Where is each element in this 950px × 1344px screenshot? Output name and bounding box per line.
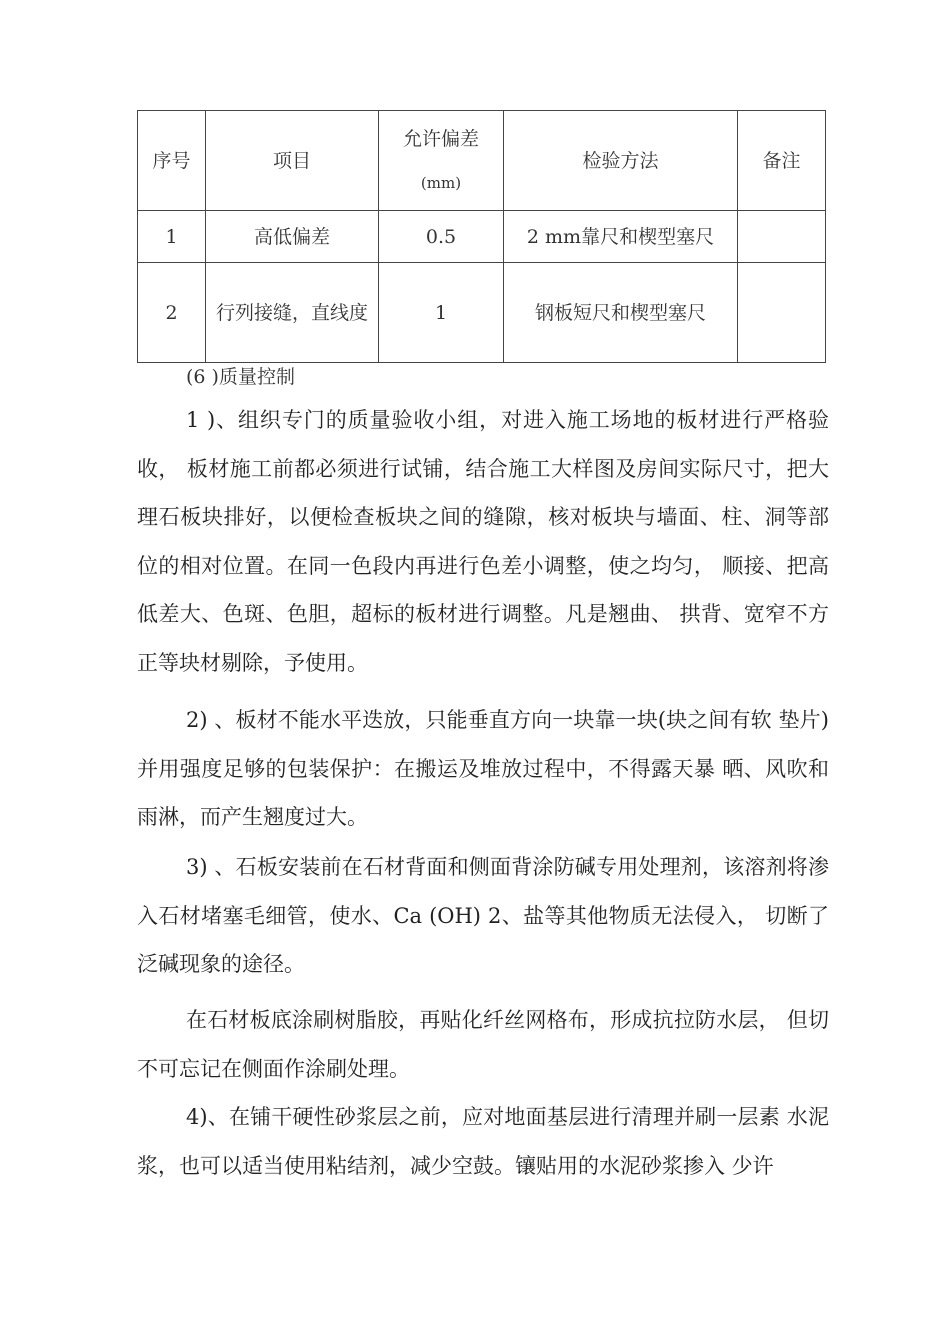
section-heading: (6 )质量控制 bbox=[186, 366, 295, 388]
paragraph-4: 在石材板底涂刷树脂胶，再贴化纤丝网格布，形成抗拉防水层， 但切不可忘记在侧面作涂刷处理。 bbox=[137, 1008, 829, 1081]
row-item: 高低偏差 bbox=[206, 211, 379, 263]
header-remarks: 备注 bbox=[738, 111, 826, 211]
row-tolerance: 1 bbox=[379, 263, 504, 363]
row-remarks bbox=[738, 211, 826, 263]
row-seq: 2 bbox=[138, 263, 206, 363]
paragraph-1: 1 )、组织专门的质量验收小组，对进入施工场地的板材进行严格验收， 板材施工前都必须进行试铺，结合施工大样图及房间实际尺寸，把大 理石板块排好，以便检查板块之间的缝隙，核对板块与墙面、柱、洞等部位的相对位置。在同一色段内再进行色差小调整，使之均匀， 顺接、把高低差大、色斑、色胆，超标的板材进行调整。凡是翘曲、 拱背、宽窄不方正等块材剔除，予使用。 bbox=[137, 408, 829, 675]
tolerance-table bbox=[137, 110, 826, 363]
row-method: 钢板短尺和楔型塞尺 bbox=[504, 263, 738, 363]
paragraph-2: 2) 、板材不能水平迭放，只能垂直方向一块靠一块(块之间有软 垫片)并用强度足够的包装保护：在搬运及堆放过程中，不得露天暴 晒、风吹和雨淋，而产生翘度过大。 bbox=[137, 708, 829, 829]
header-tolerance bbox=[379, 111, 504, 211]
row-seq: 1 bbox=[138, 211, 206, 263]
table-header-row bbox=[138, 111, 826, 211]
row-item: 行列接缝，直线度 bbox=[206, 263, 379, 363]
row-tolerance: 0.5 bbox=[379, 211, 504, 263]
row-method: 2 mm靠尺和楔型塞尺 bbox=[504, 211, 738, 263]
header-tolerance-label: 允许偏差 bbox=[402, 127, 479, 150]
header-item: 项目 bbox=[206, 111, 379, 211]
table-row bbox=[138, 211, 826, 263]
table-row bbox=[138, 263, 826, 363]
row-remarks bbox=[738, 263, 826, 363]
paragraph-3: 3) 、石板安装前在石材背面和侧面背涂防碱专用处理剂，该溶剂将渗入石材堵塞毛细管，使水、Ca (OH) 2、盐等其他物质无法侵入， 切断了泛碱现象的途径。 bbox=[137, 855, 829, 976]
header-method: 检验方法 bbox=[504, 111, 738, 211]
header-seq: 序号 bbox=[138, 111, 206, 211]
paragraph-5: 4)、在铺干硬性砂浆层之前，应对地面基层进行清理并刷一层素 水泥浆，也可以适当使用粘结剂，减少空鼓。镶贴用的水泥砂浆掺入 少许 bbox=[137, 1105, 829, 1178]
header-tolerance-unit: (mm) bbox=[420, 173, 462, 192]
